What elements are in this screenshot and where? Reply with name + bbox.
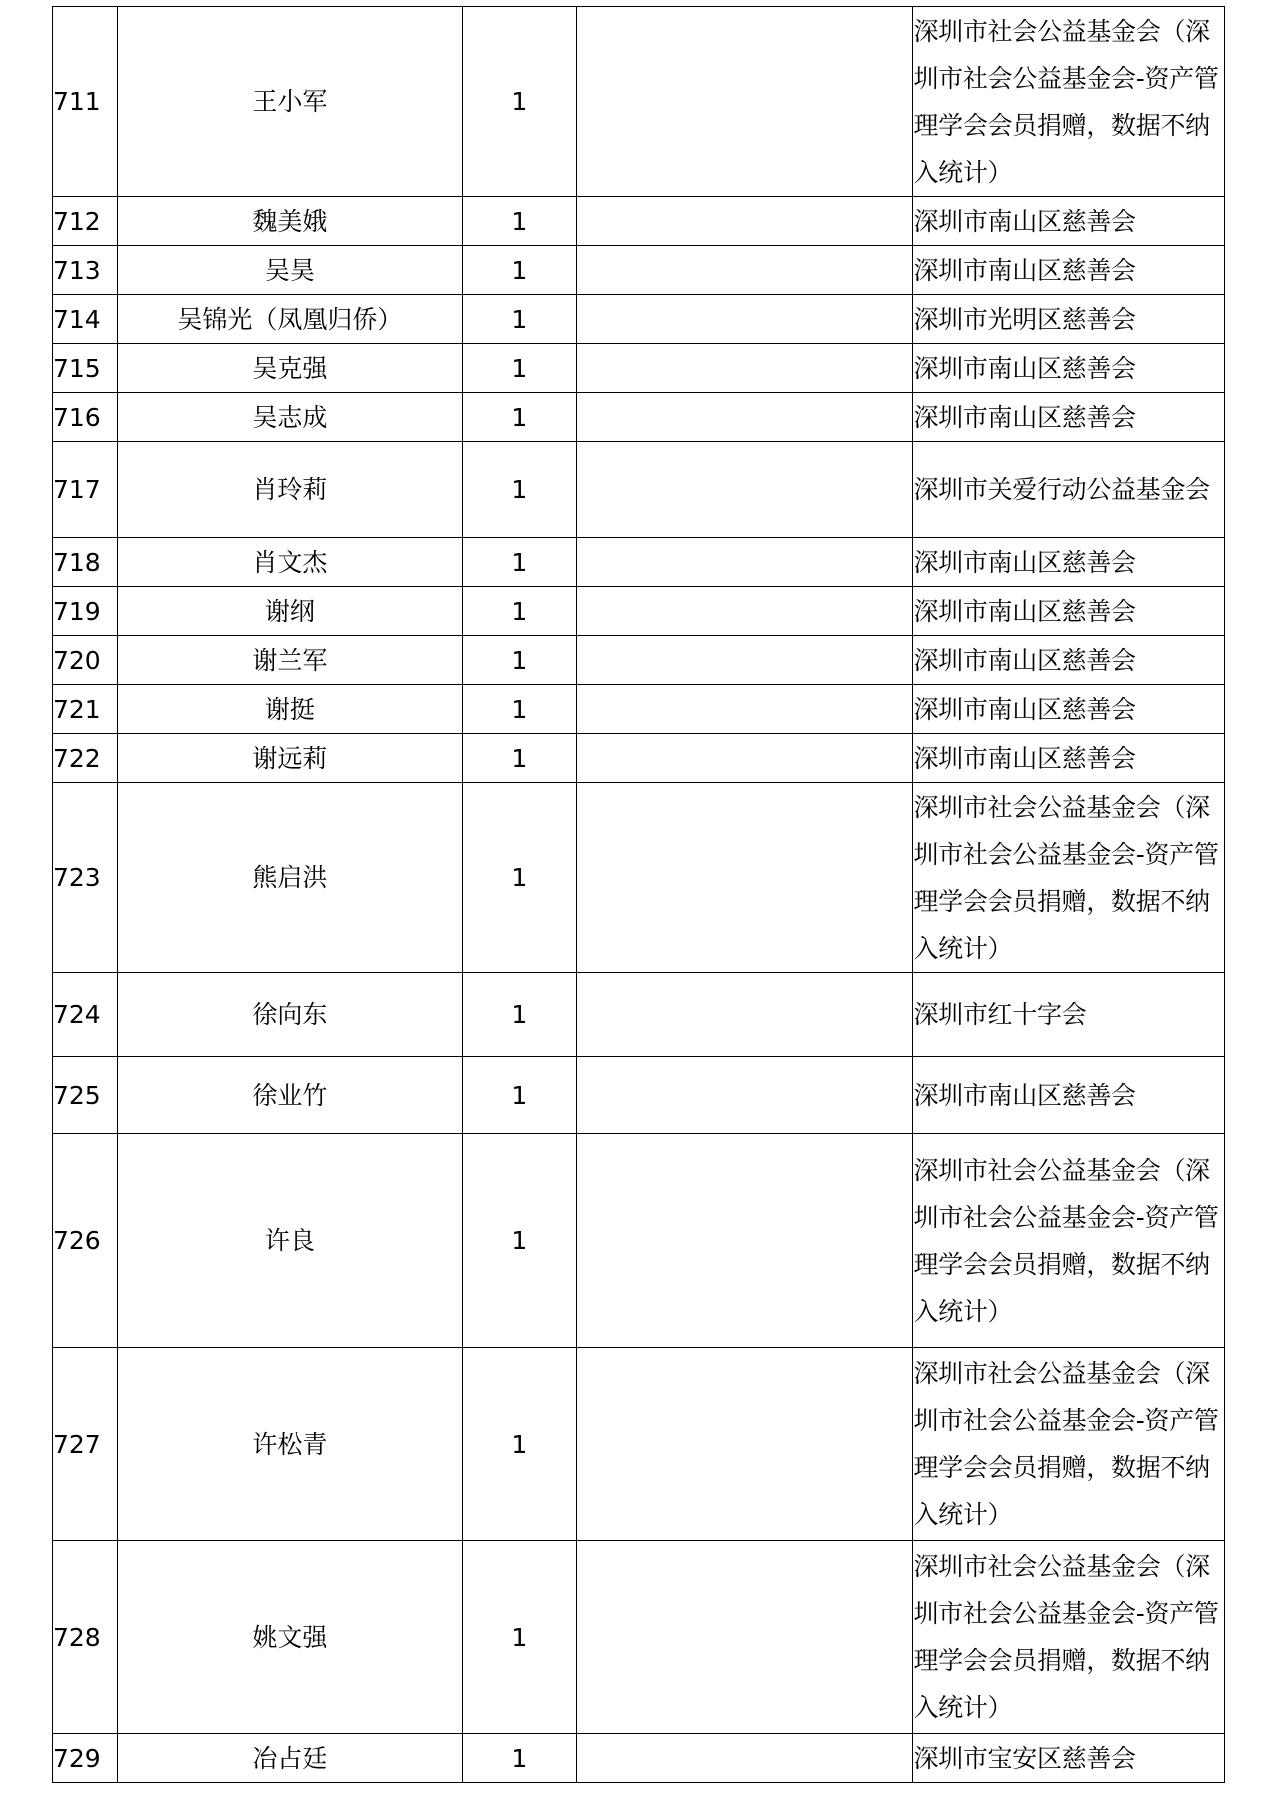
- donation-amount: 1: [462, 393, 576, 442]
- recipient-organization: 深圳市南山区慈善会: [913, 685, 1225, 734]
- table-row: [53, 344, 1225, 393]
- empty-cell: [576, 1134, 913, 1348]
- recipient-organization: 深圳市宝安区慈善会: [913, 1734, 1225, 1783]
- empty-cell: [576, 1734, 913, 1783]
- empty-cell: [576, 295, 913, 344]
- table-row: [53, 587, 1225, 636]
- donation-amount: 1: [462, 636, 576, 685]
- table-row: [53, 973, 1225, 1057]
- empty-cell: [576, 538, 913, 587]
- row-number: 729: [53, 1734, 118, 1783]
- table-row: [53, 246, 1225, 295]
- recipient-organization: 深圳市南山区慈善会: [913, 636, 1225, 685]
- empty-cell: [576, 7, 913, 197]
- recipient-organization: 深圳市社会公益基金会（深圳市社会公益基金会-资产管理学会会员捐赠，数据不纳入统计）: [913, 1348, 1225, 1541]
- donation-amount: 1: [462, 246, 576, 295]
- donor-name: 谢纲: [118, 587, 463, 636]
- empty-cell: [576, 636, 913, 685]
- donor-name: 肖文杰: [118, 538, 463, 587]
- empty-cell: [576, 1348, 913, 1541]
- recipient-organization: 深圳市社会公益基金会（深圳市社会公益基金会-资产管理学会会员捐赠，数据不纳入统计）: [913, 1541, 1225, 1734]
- table-row: [53, 1541, 1225, 1734]
- table-row: [53, 1348, 1225, 1541]
- empty-cell: [576, 442, 913, 538]
- donor-name: 许良: [118, 1134, 463, 1348]
- donor-table-body: [53, 7, 1225, 1783]
- table-row: [53, 442, 1225, 538]
- donation-amount: 1: [462, 1057, 576, 1134]
- empty-cell: [576, 1057, 913, 1134]
- table-row: [53, 1057, 1225, 1134]
- empty-cell: [576, 783, 913, 973]
- donation-amount: 1: [462, 197, 576, 246]
- empty-cell: [576, 587, 913, 636]
- row-number: 725: [53, 1057, 118, 1134]
- row-number: 721: [53, 685, 118, 734]
- donor-name: 吴克强: [118, 344, 463, 393]
- donor-table: [52, 6, 1225, 1783]
- recipient-organization: 深圳市南山区慈善会: [913, 538, 1225, 587]
- donation-amount: 1: [462, 442, 576, 538]
- table-row: [53, 1734, 1225, 1783]
- recipient-organization: 深圳市南山区慈善会: [913, 393, 1225, 442]
- donation-amount: 1: [462, 685, 576, 734]
- donation-amount: 1: [462, 1541, 576, 1734]
- table-row: [53, 295, 1225, 344]
- row-number: 714: [53, 295, 118, 344]
- donor-name: 许松青: [118, 1348, 463, 1541]
- recipient-organization: 深圳市南山区慈善会: [913, 734, 1225, 783]
- empty-cell: [576, 1541, 913, 1734]
- recipient-organization: 深圳市社会公益基金会（深圳市社会公益基金会-资产管理学会会员捐赠，数据不纳入统计）: [913, 1134, 1225, 1348]
- recipient-organization: 深圳市关爱行动公益基金会: [913, 442, 1225, 538]
- donor-name: 魏美娥: [118, 197, 463, 246]
- recipient-organization: 深圳市社会公益基金会（深圳市社会公益基金会-资产管理学会会员捐赠，数据不纳入统计）: [913, 783, 1225, 973]
- donation-amount: 1: [462, 1348, 576, 1541]
- row-number: 712: [53, 197, 118, 246]
- row-number: 718: [53, 538, 118, 587]
- row-number: 723: [53, 783, 118, 973]
- empty-cell: [576, 393, 913, 442]
- table-row: [53, 685, 1225, 734]
- donation-amount: 1: [462, 7, 576, 197]
- donation-amount: 1: [462, 783, 576, 973]
- empty-cell: [576, 734, 913, 783]
- empty-cell: [576, 246, 913, 295]
- row-number: 713: [53, 246, 118, 295]
- donor-name: 吴昊: [118, 246, 463, 295]
- row-number: 717: [53, 442, 118, 538]
- recipient-organization: 深圳市南山区慈善会: [913, 197, 1225, 246]
- donor-name: 徐向东: [118, 973, 463, 1057]
- row-number: 716: [53, 393, 118, 442]
- table-row: [53, 636, 1225, 685]
- table-row: [53, 197, 1225, 246]
- donor-name: 吴志成: [118, 393, 463, 442]
- donor-name: 冶占廷: [118, 1734, 463, 1783]
- donation-amount: 1: [462, 344, 576, 393]
- donor-name: 熊启洪: [118, 783, 463, 973]
- donor-name: 肖玲莉: [118, 442, 463, 538]
- recipient-organization: 深圳市社会公益基金会（深圳市社会公益基金会-资产管理学会会员捐赠，数据不纳入统计）: [913, 7, 1225, 197]
- empty-cell: [576, 344, 913, 393]
- table-row: [53, 393, 1225, 442]
- row-number: 726: [53, 1134, 118, 1348]
- row-number: 722: [53, 734, 118, 783]
- row-number: 715: [53, 344, 118, 393]
- row-number: 711: [53, 7, 118, 197]
- empty-cell: [576, 197, 913, 246]
- empty-cell: [576, 973, 913, 1057]
- donor-name: 谢兰军: [118, 636, 463, 685]
- donor-name: 吴锦光（凤凰归侨）: [118, 295, 463, 344]
- table-row: [53, 734, 1225, 783]
- donor-name: 徐业竹: [118, 1057, 463, 1134]
- row-number: 720: [53, 636, 118, 685]
- donation-amount: 1: [462, 734, 576, 783]
- row-number: 724: [53, 973, 118, 1057]
- row-number: 728: [53, 1541, 118, 1734]
- donation-amount: 1: [462, 973, 576, 1057]
- donation-amount: 1: [462, 587, 576, 636]
- donation-amount: 1: [462, 1734, 576, 1783]
- donation-amount: 1: [462, 538, 576, 587]
- recipient-organization: 深圳市光明区慈善会: [913, 295, 1225, 344]
- table-row: [53, 1134, 1225, 1348]
- table-row: [53, 7, 1225, 197]
- recipient-organization: 深圳市红十字会: [913, 973, 1225, 1057]
- donor-name: 谢远莉: [118, 734, 463, 783]
- recipient-organization: 深圳市南山区慈善会: [913, 1057, 1225, 1134]
- table-row: [53, 783, 1225, 973]
- row-number: 719: [53, 587, 118, 636]
- donor-name: 姚文强: [118, 1541, 463, 1734]
- donation-amount: 1: [462, 1134, 576, 1348]
- recipient-organization: 深圳市南山区慈善会: [913, 344, 1225, 393]
- empty-cell: [576, 685, 913, 734]
- recipient-organization: 深圳市南山区慈善会: [913, 587, 1225, 636]
- donor-name: 王小军: [118, 7, 463, 197]
- table-row: [53, 538, 1225, 587]
- row-number: 727: [53, 1348, 118, 1541]
- recipient-organization: 深圳市南山区慈善会: [913, 246, 1225, 295]
- donation-amount: 1: [462, 295, 576, 344]
- donor-name: 谢挺: [118, 685, 463, 734]
